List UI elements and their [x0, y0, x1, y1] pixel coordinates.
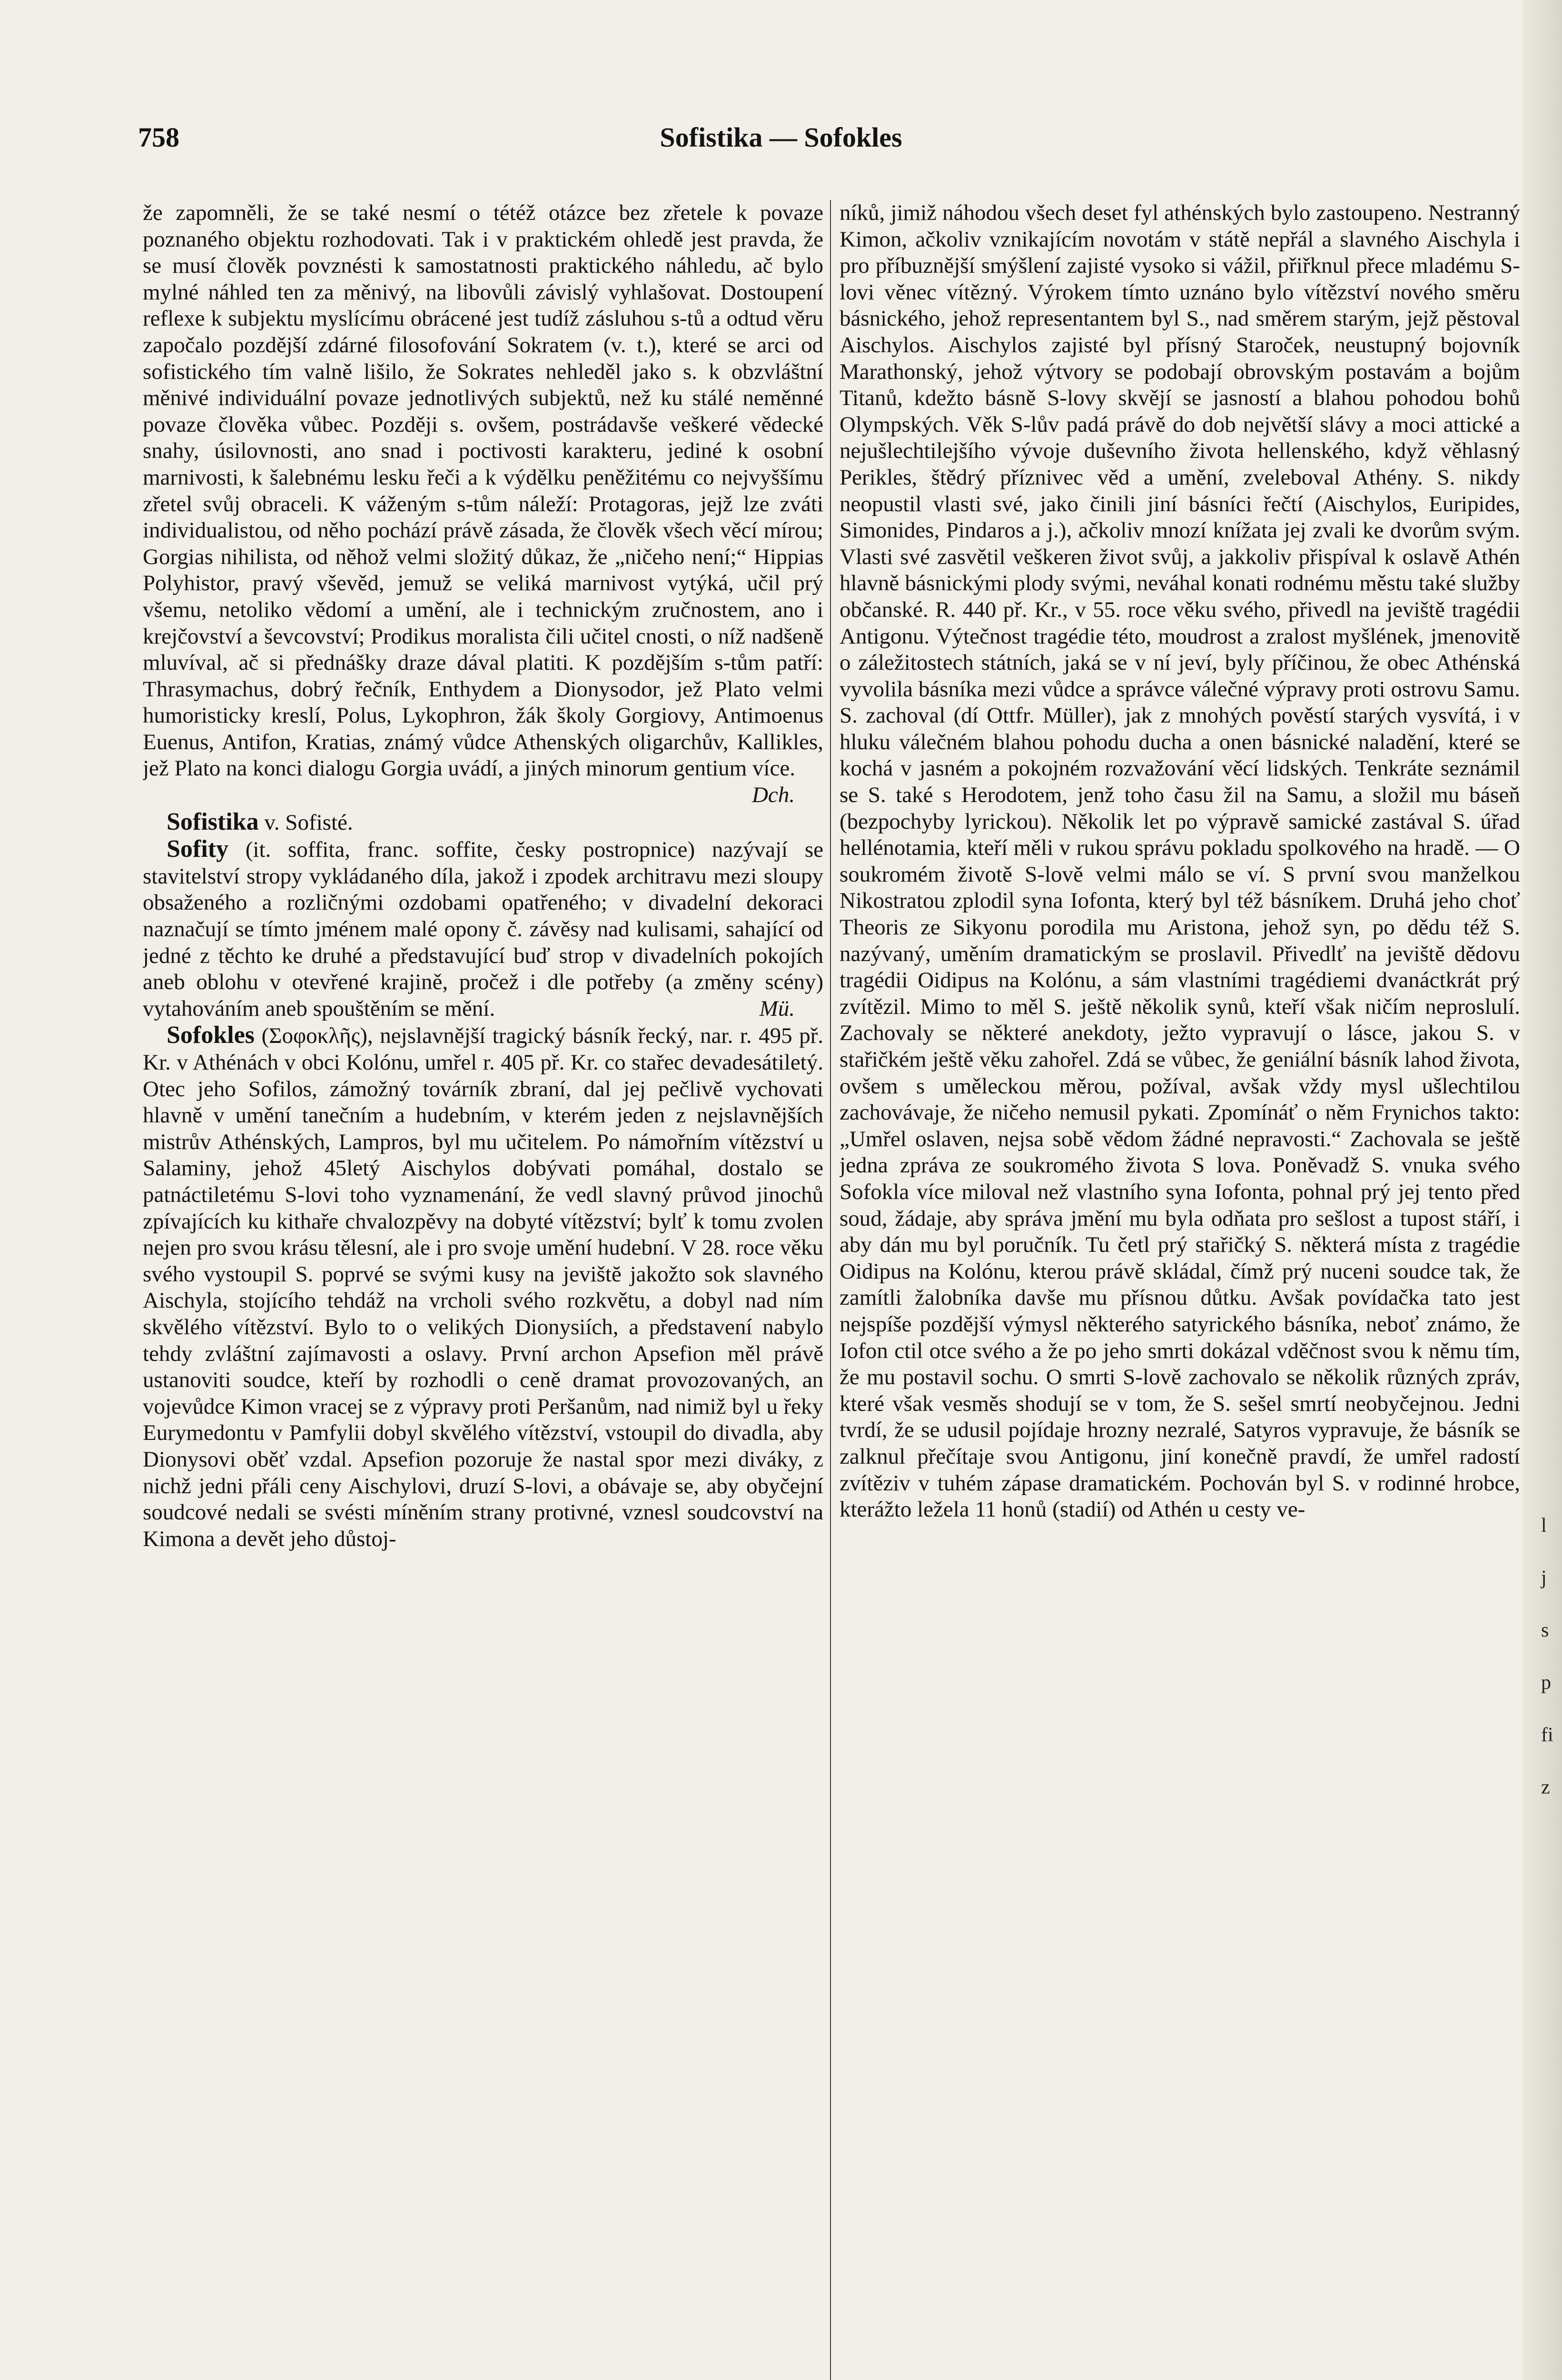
sofiste-entry-text: že zapomněli, že se také nesmí o tétéž otázce bez zřetele k povaze poznaného objektu rozhodovati. Tak i v praktickém ohledě jest pravda, že se musí člověk povznésti k samostatnosti praktického náhledu, ač bylo mylné náhled ten za měnivý, na libovůli závislý vyhlašovat. Dostoupení reflexe k subjektu myslícímu obrácené jest tudíž zásluhou s-tů a odtud věru započalo pozdější zdárné filosofování Sokratem (v. t.), které se arci od sofistického tím valně lišilo, že Sokrates nehleděl jako s. k obzvláštní měnivé individuální povaze jednotlivých subjektů, než ku stálé neměnné povaze člověka vůbec. Později s. ovšem, postrádavše veškeré vědecké snahy, úsilovnosti, ano snad i poctivosti karakteru, jediné k osobní marnivosti, k šalebnému lesku řeči a k výdělku peněžitému co nejvyššímu zřetel svůj obraceli. K váženým s-tům náleží: Protagoras, jejž lze zváti individualistou, od něho pochází právě zásada, že člověk všech věcí mírou; Gorgias nihilista, od něhož velmi složitý důkaz, že „ničeho není;“ Hippias Polyhistor, pravý vševěd, jemuž se veliká marnivost vytýká, učil prý všemu, netoliko vědomí a umění, ale i technickým zručnostem, ano i krejčovství a ševcovství; Prodikus moralista čili učitel cnosti, o níž nadšeně mluvíval, ač si přednášky draze dával platiti. K pozdějším s-tům patří: Thrasymachus, dobrý řečník, Enthydem a Dionysodor, jež Plato velmi humoristicky kreslí, Polus, Lykophron, žák školy Gorgiovy, Antimoenus Euenus, Antifon, Kratias, známý vůdce Athenských oligarchův, Kallikles, jež Plato na konci dialogu Gorgia uvádí, a jiných minorum gentium více.: [143, 200, 823, 781]
edge-letter: p: [1541, 1672, 1551, 1694]
column-divider: [830, 200, 831, 2380]
edge-letter: z: [1541, 1776, 1550, 1798]
author-initials-dch: Dch.: [751, 783, 795, 808]
sofokles-entry-continuation: níků, jimiž náhodou všech deset fyl athénských bylo zastoupeno. Nestranný Kimon, ačkoliv vznikajícím novotám v státě nepřál a slavného Aischyla i pro příbuznější smýšlení zajisté vysoko si vážil, přiřknul přece mladému S-lovi věnec vítězný. Výrokem tímto uznáno bylo vítězství nového směru básnického, jehož representantem byl S., nad směrem starým, jejž pěstoval Aischylos. Aischylos zajisté byl přísný Staroček, neustupný bojovník Marathonský, jehož výtvory se podobají obrovským postavám a bojům Titanů, kdežto básně S-lovy skvějí se jasností a blahou pohodou bohů Olympských. Věk S-lův padá právě do dob největší slávy a moci attické a nejušlechtilejšího vývoje duševního života hellenského, když věhlasný Perikles, štědrý příznivec věd a umění, zveleboval Athény. S. nikdy neopustil vlasti své, jako činili jiní básníci řečtí (Aischylos, Euripides, Simonides, Pindaros a j.), ačkoliv mnozí knížata jej zvali ke dvorům svým. Vlasti své zasvětil veškeren život svůj, a jakkoliv přispíval k oslavě Athén hlavně básnickými plody svými, neváhal konati rodnému městu také služby občanské. R. 440 př. Kr., v 55. roce věku svého, přivedl na jeviště tragédii Antigonu. Výtečnost tragédie této, moudrost a zralost myšlének, jmenovitě o záležitostech státních, jaká se v ní jeví, byly příčinou, že obec Athénská vyvolila básníka mezi vůdce a správce válečné výpravy proti ostrovu Samu. S. zachoval (dí Ottfr. Müller), jak z mnohých pověstí starých vysvítá, i v hluku válečném blahou pohodu ducha a onen básnické naladění, které se kochá v jasném a pokojném rozvažování věcí lidských. Tenkráte seznámil se S. také s Herodotem, jenž toho času žil na Samu, a složil mu báseň (bezpochyby lyrickou). Několik let po výpravě samické zastával S. úřad hellénotamia, kteří měli v rukou správu pokladu spolkového na hradě. — O soukromém životě S-lově velmi málo se ví. S první svou manželkou Nikostratou zplodil syna Iofonta, který byl též básníkem. Druhá jeho choť Theoris ze Sikyonu porodila mu Aristona, jehož syn, po dědu též S. nazývaný, uměním dramatickým se proslavil. Přivedlť na jeviště dědovu tragédii Oidipus na Kolónu, a sám vlastními tragédiemi dvanáctkrát prý zvítězil. Mimo to měl S. ještě několik synů, kteří však ničím neproslulí. Zachovaly se některé anekdoty, ježto vypravují o lásce, jakou S. v stařičkém ještě věku zahořel. Zdá se vůbec, že geniální básník lahod života, ovšem s uměleckou měrou, požíval, avšak vždy mysl ušlechtilou zachovávaje, že ničeho nemusil pykati. Zpomínáť o něm Frynichos takto: „Umřel oslaven, nejsa sobě vědom žádné nepravosti.“ Zachovala se ještě jedna zpráva ze soukromého života S lova. Poněvadž S. vnuka svého Sofokla více miloval než vlastního syna Iofonta, pohnal prý jej tento před soud, žádaje, aby správa jmění mu byla odňata pro sešlost a tupost stáří, i aby dán mu byl poručník. Tu četl prý stařičký S. některá místa z tragédie Oidipus na Kolónu, kterou právě skládal, čímž prý nuceni soudce tak, že zamítli žalobníka davše mu přísnou důtku. Avšak povídačka tato jest nejspíše pozdější výmysl některého satyrického básníka, neboť známo, že Iofon ctil otce svého a že po jeho smrti dokázal vděčnost svou k němu tím, že mu postavil sochu. O smrti S-lově zachovalo se několik různých zpráv, které však vesměs shodují se v tom, že S. sešel smrtí neobyčejnou. Jedni tvrdí, že se udusil pojídaje hrozny nezralé, Satyros vypravuje, že básník se zalknul přečítaje svou Antigonu, jiní konečně pravdí, že umřel radostí zvítěziv v tuhém zápase dramatickém. Pochován byl S. v rodinné hrobce, kterážto ležela 11 honů (stadií) od Athén u cesty ve-: [840, 200, 1520, 1522]
author-initials-mu: Mü.: [759, 996, 795, 1021]
entry-headword-sofokles: Sofokles: [167, 1021, 255, 1049]
edge-letter: j: [1541, 1567, 1547, 1589]
sofiste-entry-continuation: [143, 200, 823, 809]
edge-letter: s: [1541, 1619, 1549, 1641]
right-column: [840, 200, 1520, 2380]
entry-headword-sofity: Sofity: [167, 835, 228, 863]
page-header: [138, 121, 1424, 164]
scan-edge-shadow: [1523, 0, 1562, 2380]
edge-letter: l: [1541, 1515, 1547, 1537]
entry-sofity: [143, 836, 823, 1022]
left-column: [143, 200, 823, 2380]
page-number: 758: [138, 122, 179, 153]
entry-sofistika: [143, 809, 823, 836]
next-page-edge-fragment: [1541, 1499, 1560, 1814]
entry-text-sofistika: v. Sofisté.: [258, 810, 353, 835]
running-head: Sofistika — Sofokles: [660, 122, 902, 153]
edge-letter: fi: [1541, 1724, 1553, 1746]
entry-text-sofokles: (Σοφοκλῆς), nejslavnější tragický básník řecký, nar. r. 495 př. Kr. v Athénách v obci Kolónu, umřel r. 405 př. Kr. co stařec devadesátiletý. Otec jeho Sofilos, zámožný továrník zbraní, dal jej pečlivě vychovati hlavně v umění tanečním a hudebním, v kterém jeden z nejslavnějších mistrův Athénských, Lampros, byl mu učitelem. Po námořním vítězství u Salaminy, jehož 45letý Aischylos dobývati pomáhal, dostalo se patnáctiletému S-lovi toho vyznamenání, že vedl slavný průvod jinochů zpívajících ku kithaře chvalozpěvy na dobyté vítězství; bylť k tomu zvolen nejen pro svou krásu tělesní, ale i pro svoje umění hudební. V 28. roce věku svého vystoupil S. poprvé se svými kusy na jevištĕ jakožto sok slavného Aischyla, stojícího tehdáž na vrcholi svého rozkvětu, a dobyl nad ním skvělého vítězství. Bylo to o velikých Dionysiích, a představení nabylo tehdy zvláštní zajímavosti a oslavy. První archon Apsefion měl právě ustanoviti soudce, kteří by rozhodli o ceně dramat provozovaných, an vojevůdce Kimon vracej se z výpravy proti Peršanům, nad nimiž byl u řeky Eurymedontu v Pamfylii dobyl skvělého vítězství, vstoupil do divadla, aby Dionysovi oběť vzdal. Apsefion pozoruje že nastal spor mezi diváky, z nichž jedni přáli ceny Aischylovi, druzí S-lovi, a obávaje se, aby obyčejní soudcové nedali se svésti míněním strany protivné, vznesl soudcovství na Kimona a devět jeho důstoj-: [143, 1023, 823, 1551]
entry-headword-sofistika: Sofistika: [167, 808, 259, 835]
entry-text-sofity: (it. soffita, franc. soffite, česky postropnice) nazývají se stavitelství stropy vykládaného díla, jakož i zpodek architravu mezi sloupy obsaženého a rozličnými ozdobami opatřeného; v divadelní dekoraci naznačují se tímto jménem malé opony č. závěsy nad kulisami, sahající od jedné z těchto ke druhé a představující buď strop v divadelních pokojích aneb oblohu v otevřené krajině, pročež i dle potřeby (a změny scény) vytahováním aneb spouštěním se mění.: [143, 837, 823, 1021]
entry-sofokles: [143, 1022, 823, 1552]
